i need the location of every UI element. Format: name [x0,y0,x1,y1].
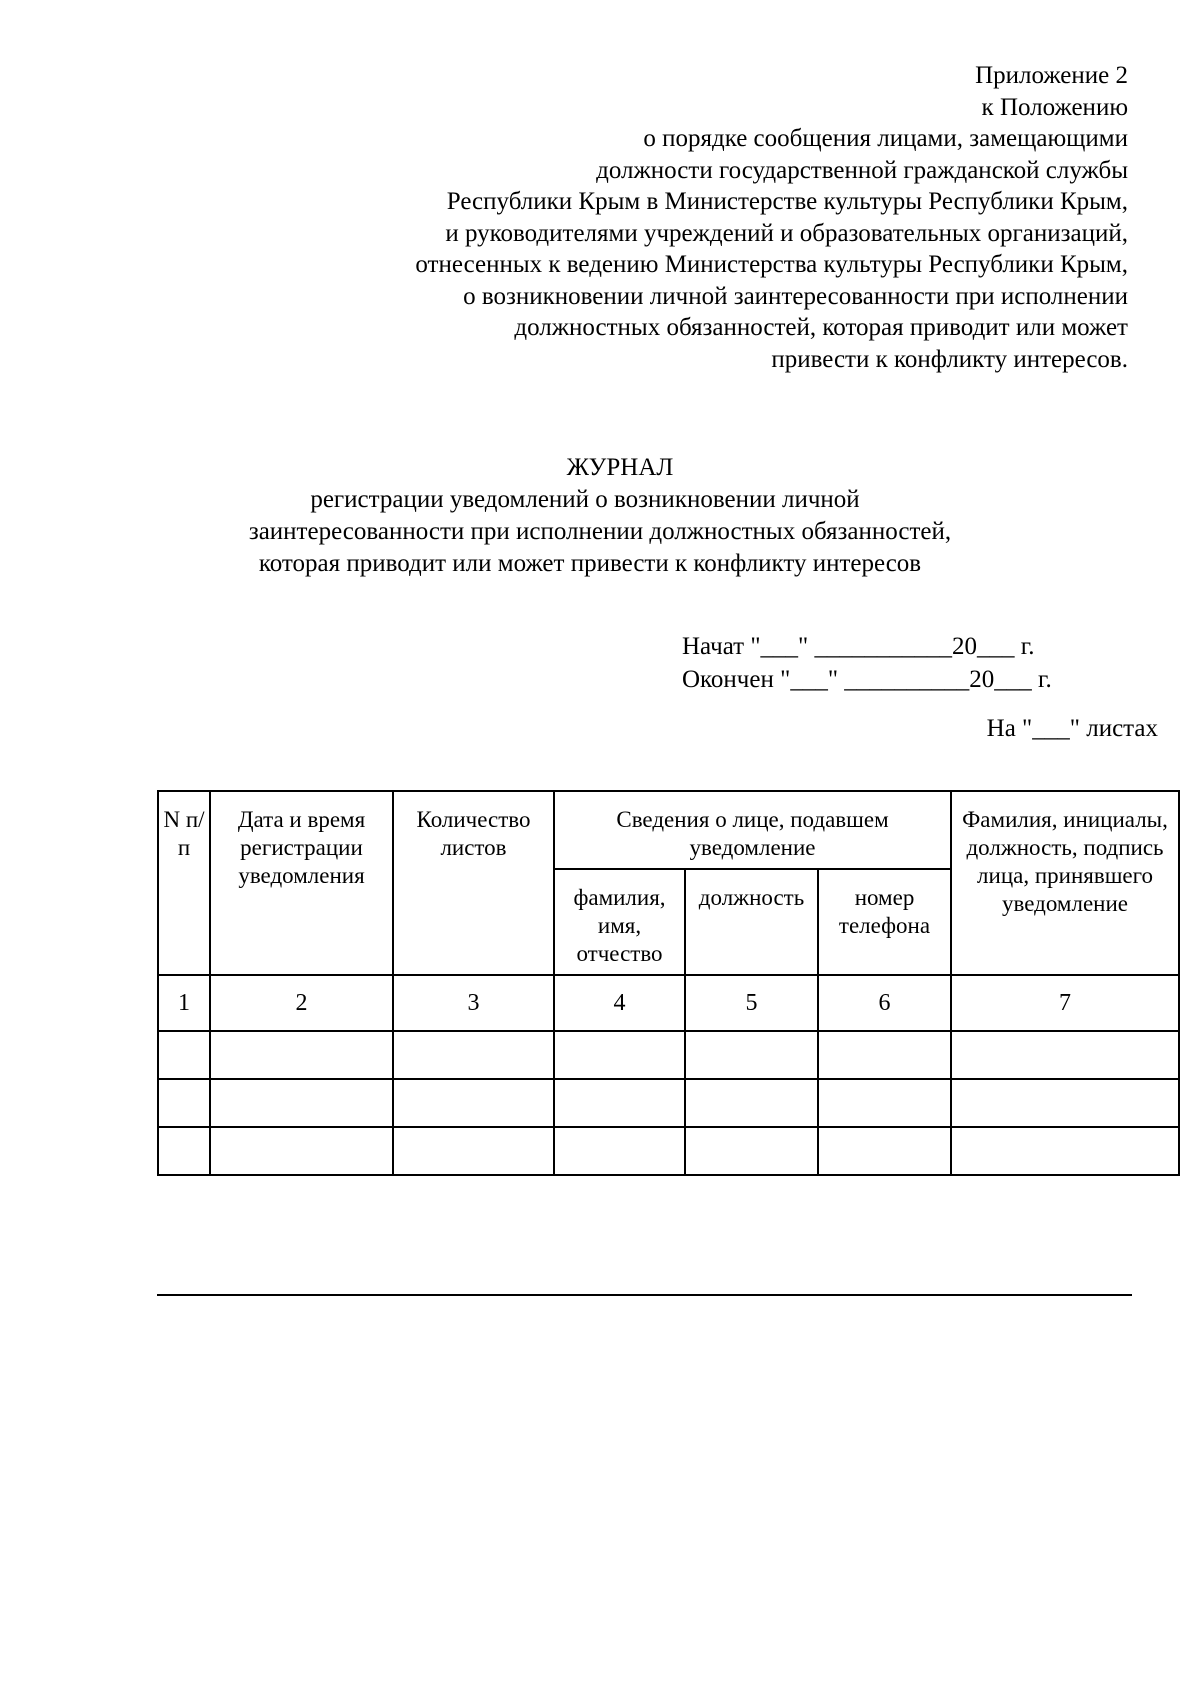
table-cell [554,1079,685,1127]
table-cell [818,1079,951,1127]
column-number-row [158,975,1179,1031]
table-cell [951,1079,1179,1127]
header-phone: номер телефона [818,869,951,975]
appendix-line: Республики Крым в Министерстве культуры Республики Крым, [446,188,1128,215]
table-cell [554,1031,685,1079]
sheets-count: На "___" листах [986,715,1158,742]
journal-title-block [0,452,1200,580]
started-date: Начат "___" ___________20___ г. [682,633,1035,660]
table-cell [393,1031,554,1079]
appendix-line: о возникновении личной заинтересованности при исполнении [463,282,1128,310]
journal-subtitle-line: которая приводит или может привести к конфликту интересов [258,550,922,577]
table-cell [158,1079,210,1127]
header-person-group: Сведения о лице, подавшем уведомление [554,791,951,869]
header-datetime: Дата и время регистрации уведомления [210,791,393,975]
appendix-block [228,60,1128,375]
header-num: N п/п [158,791,210,975]
table-row [158,1079,1179,1127]
appendix-line: привести к конфликту интересов. [771,345,1128,373]
header-fio: фамилия, имя, отчество [554,869,685,975]
table-cell [210,1127,393,1175]
footer-divider [157,1294,1132,1296]
appendix-line: должностных обязанностей, которая приводит или может [514,314,1128,341]
journal-subtitle-line: регистрации уведомлений о возникновении личной [310,486,860,513]
column-number: 1 [158,975,210,1031]
journal-table [157,790,1180,1176]
table-cell [158,1031,210,1079]
appendix-line: и руководителями учреждений и образовательных организаций, [445,219,1128,247]
table-cell [818,1031,951,1079]
journal-subtitle-line: заинтересованности при исполнении должностных обязанностей, [248,518,952,545]
table-cell [685,1079,818,1127]
column-number: 2 [210,975,393,1031]
appendix-line: о порядке сообщения лицами, замещающими [643,125,1128,152]
column-number: 4 [554,975,685,1031]
header-position: должность [685,869,818,975]
header-receiver: Фамилия, инициалы, должность, подпись лица, принявшего уведомление [951,791,1179,975]
ended-date: Окончен "___" __________20___ г. [682,666,1052,693]
table-cell [210,1031,393,1079]
appendix-line: должности государственной гражданской службы [596,156,1128,184]
column-number: 5 [685,975,818,1031]
table-cell [158,1127,210,1175]
table-cell [554,1127,685,1175]
table-cell [685,1127,818,1175]
table-row [158,1127,1179,1175]
column-number: 3 [393,975,554,1031]
table-row [158,1031,1179,1079]
table-cell [951,1127,1179,1175]
journal-title: ЖУРНАЛ [566,454,674,481]
table-cell [951,1031,1179,1079]
appendix-line: Приложение 2 [975,62,1128,89]
table-header-row [158,791,1179,869]
column-number: 7 [951,975,1179,1031]
table-cell [818,1127,951,1175]
column-number: 6 [818,975,951,1031]
table-cell [685,1031,818,1079]
header-sheets-count: Количество листов [393,791,554,975]
journal-dates [682,630,1052,696]
table-cell [393,1127,554,1175]
appendix-line: к Положению [981,93,1128,121]
table-cell [210,1079,393,1127]
table-cell [393,1079,554,1127]
appendix-line: отнесенных к ведению Министерства культуры Республики Крым, [415,251,1128,278]
